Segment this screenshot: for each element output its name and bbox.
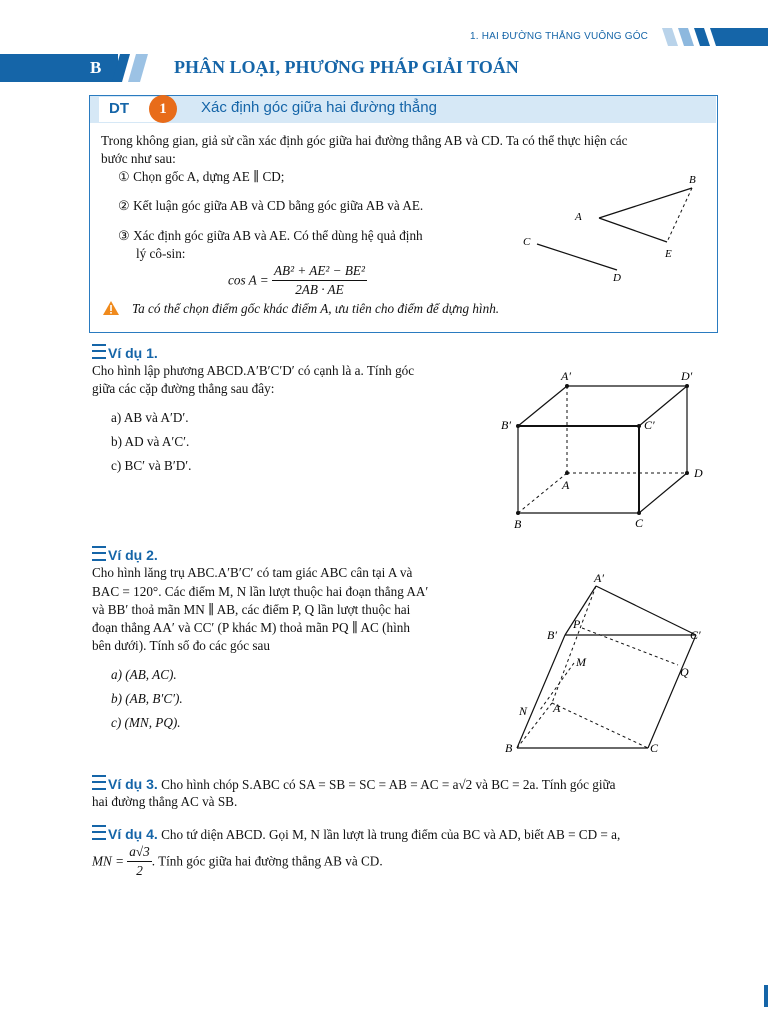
cube-label-c: C [635,516,644,530]
header-stripes [658,28,768,46]
cosine-formula [228,262,367,299]
example2-line3: và BB′ thoả mãn MN ∥ AB, các điểm P, Q lần lượt thuộc hai [92,602,411,617]
example4-line2 [92,843,383,880]
cube-label-c1: C′ [644,418,655,432]
list-icon [92,344,106,359]
label-b: B [689,174,696,186]
segment-ab [599,188,692,218]
example1-item-c: c) BC′ và B′D′. [111,458,192,473]
method-title: Xác định góc giữa hai đường thẳng [201,99,437,116]
prism-label-q: Q [680,665,689,679]
prism-label-a: A [553,701,561,715]
cube-label-b1: B′ [501,418,511,432]
segment-ae [599,218,667,242]
mn-lhs: MN = [92,853,124,869]
page-edge-marker [764,985,768,1007]
prism-label-n: N [519,704,528,718]
label-a: A [575,211,582,223]
list-icon [92,775,106,790]
prism-label-c: C [650,741,659,755]
method-step-1: ① Chọn gốc A, dựng AE ∥ CD; [118,169,285,184]
example1-heading: Ví dụ 1. [92,344,158,361]
prism-label-a1: A′ [594,571,604,585]
prism-label-p: P [573,617,581,631]
formula-fraction [272,262,367,299]
running-title: 1. HAI ĐƯỜNG THẲNG VUÔNG GÓC [470,31,649,42]
prism-label-b1: B′ [547,628,557,642]
prism-label-m: M [576,655,586,669]
example1-item-b: b) AD và A′C′. [111,434,190,449]
cube-label-d1: D′ [681,369,693,383]
mn-numerator: a√3 [127,843,151,862]
label-d: D [613,272,621,284]
example2-item-b: b) (AB, B′C′). [111,691,183,706]
method-figure [515,170,715,285]
cube-label-b: B [514,517,522,531]
example2-item-c: c) (MN, PQ). [111,715,181,730]
prism-label-c1: C′ [690,628,701,642]
section-letter: B [90,58,102,77]
example4-heading: Ví dụ 4. [92,826,158,842]
example2-line2: BAC = 120°. Các điểm M, N lần lượt thuộc hai đoạn thẳng AA′ [92,584,429,599]
dt-number-badge: 1 [149,95,177,123]
example2-line1: Cho hình lăng trụ ABC.A′B′C′ có tam giác ABC cân tại A và [92,565,413,580]
segment-cd [537,244,617,270]
example2-line5: bên dưới). Tính số đo các góc sau [92,638,270,653]
method-note: Ta có thể chọn điểm gốc khác điểm A, ưu tiên cho điểm để dựng hình. [132,301,500,316]
example1-line1: Cho hình lập phương ABCD.A′B′C′D′ có cạnh là a. Tính góc [92,363,415,378]
example2-item-a: a) (AB, AC). [111,667,177,682]
example3-line2: hai đường thẳng AC và SB. [92,794,238,809]
method-step-2: ② Kết luận góc giữa AB và CD bằng góc giữa AB và AE. [118,198,424,213]
example2-line4: đoạn thẳng AA′ và CC′ (P khác M) thoả mãn PQ ∥ AC (hình [92,620,410,635]
label-c: C [523,236,531,248]
formula-lhs: cos A = [228,272,269,288]
cube-label-d: D [694,466,703,480]
formula-numerator: AB² + AE² − BE² [272,262,367,281]
example3-line1: Ví dụ 3. Cho hình chóp S.ABC có SA = SB = SC = AB = AC = a√2 và BC = 2a. Tính góc giữa [92,775,717,794]
mn-denominator: 2 [136,863,143,878]
segment-be [667,188,692,242]
method-step-3-line1: ③ Xác định góc giữa AB và AE. Có thể dùng hệ quả định [118,228,423,243]
example4-line2-tail: . Tính góc giữa hai đường thẳng AB và CD. [151,853,383,869]
cube-figure [495,365,725,535]
method-intro-line1: Trong không gian, giả sử cần xác định góc giữa hai đường thẳng AB và CD. Ta có thể thực hiện các [101,133,628,148]
dt-label: DT [109,100,129,117]
example2-heading: Ví dụ 2. [92,546,158,563]
prism-label-b: B [505,741,513,755]
list-icon [92,546,106,561]
formula-denominator: 2AB · AE [295,282,344,297]
method-intro-line2: bước như sau: [101,151,176,166]
example1-item-a: a) AB và A′D′. [111,410,189,425]
example3-heading: Ví dụ 3. [92,776,158,792]
example4-line1: Ví dụ 4. Cho tứ diện ABCD. Gọi M, N lần lượt là trung điểm của BC và AD, biết AB = CD = a, [92,825,717,844]
cube-label-a: A [562,478,570,492]
example1-line2: giữa các cặp đường thẳng sau đây: [92,381,275,396]
section-title: PHÂN LOẠI, PHƯƠNG PHÁP GIẢI TOÁN [174,57,519,77]
method-step-3-line2: lý cô-sin: [136,246,186,261]
label-e: E [665,248,672,260]
cube-label-a1: A′ [561,369,571,383]
warning-icon [102,300,120,316]
mn-fraction [127,843,151,880]
prism-figure [500,568,725,763]
list-icon [92,825,106,840]
